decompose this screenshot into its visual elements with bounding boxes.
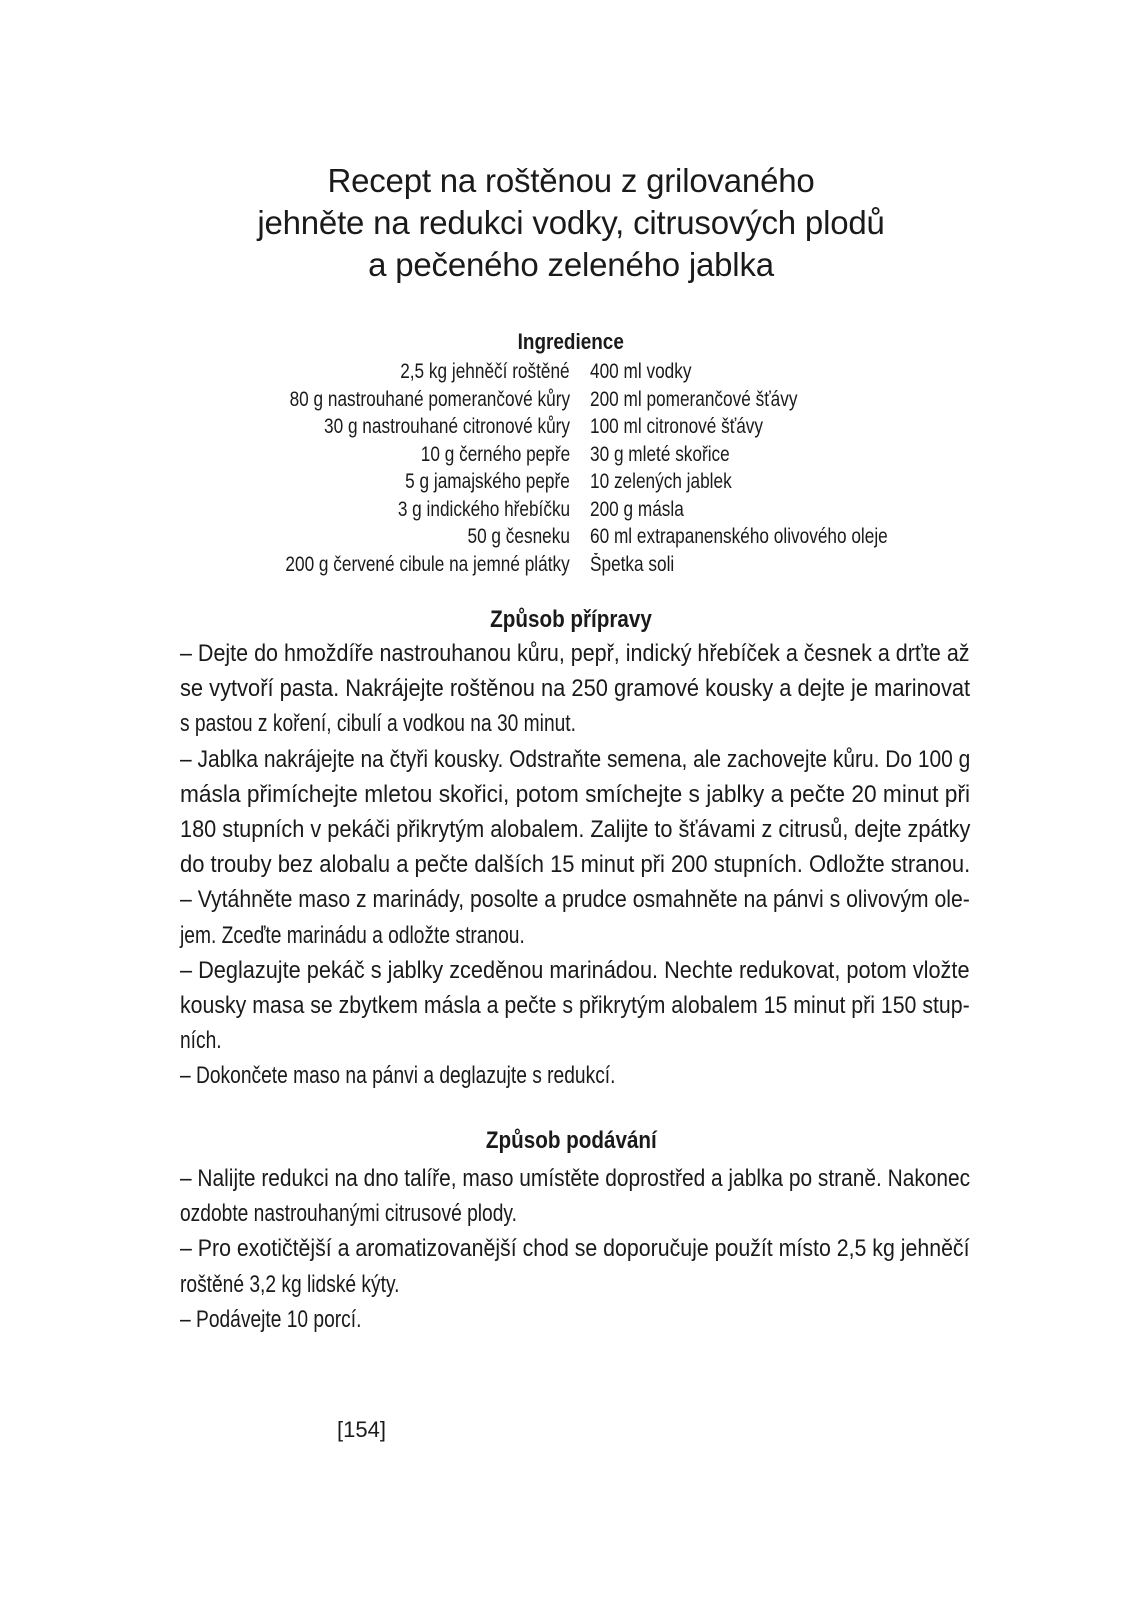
ingredient-row xyxy=(0,523,1142,551)
text-line: – Podávejte 10 porcí. xyxy=(180,1305,362,1333)
ingredients-table xyxy=(0,358,1142,578)
title-line: a pečeného zeleného jablka xyxy=(368,246,774,283)
text-line: – Jablka nakrájejte na čtyři kousky. Odstraňte semena, ale zachovejte kůru. Do 100 g xyxy=(180,745,971,773)
ingredient-right: 400 ml vodky xyxy=(590,360,692,383)
text-line: 180 stupních v pekáči přikrytým alobalem. Zalijte to šťávami z citrusů, dejte zpátky xyxy=(180,815,971,843)
ingredient-left: 50 g česneku xyxy=(467,525,570,548)
preparation-text xyxy=(180,636,970,1093)
ingredient-right: 200 ml pomerančové šťávy xyxy=(590,387,798,411)
ingredient-row xyxy=(0,496,1142,524)
recipe-title xyxy=(0,160,1142,286)
ingredient-right: Špetka soli xyxy=(590,552,675,576)
text-line: – Vytáhněte maso z marinády, posolte a prudce osmahněte na pánvi s olivovým ole- xyxy=(180,886,970,914)
serving-text xyxy=(180,1161,970,1337)
ingredient-left: 2,5 kg jehněčí roštěné xyxy=(400,360,570,383)
title-line: jehněte na redukci vodky, citrusových plodů xyxy=(257,204,885,241)
text-line: – Dokončete maso na pánvi a deglazujte s redukcí. xyxy=(180,1062,616,1090)
page-number: [154] xyxy=(337,1417,386,1442)
ingredient-row xyxy=(0,358,1142,386)
ingredients-heading: Ingredience xyxy=(517,329,625,354)
ingredient-row xyxy=(0,413,1142,441)
ingredient-right: 100 ml citronové šťávy xyxy=(590,415,763,438)
text-line: s pastou z koření, cibulí a vodkou na 30 minut. xyxy=(180,710,576,738)
text-line: – Deglazujte pekáč s jablky zceděnou marinádou. Nechte redukovat, potom vložte xyxy=(180,956,970,984)
ingredient-left: 80 g nastrouhané pomerančové kůry xyxy=(289,387,570,411)
ingredient-row xyxy=(0,468,1142,496)
ingredient-row xyxy=(0,386,1142,414)
ingredient-row xyxy=(0,441,1142,469)
ingredient-left: 5 g jamajského pepře xyxy=(405,470,570,493)
text-line: – Nalijte redukci na dno talíře, maso umístěte doprostřed a jablka po straně. Nakonec xyxy=(180,1165,971,1192)
ingredient-right: 30 g mleté skořice xyxy=(590,442,730,466)
ingredient-right: 60 ml extrapanenského olivového oleje xyxy=(590,525,888,548)
text-line: se vytvoří pasta. Nakrájejte roštěnou na 250 gramové kousky a dejte je marinovat xyxy=(180,675,971,703)
text-line: do trouby bez alobalu a pečte dalších 15 minut při 200 stupních. Odložte stranou. xyxy=(180,851,971,879)
text-line: ozdobte nastrouhanými citrusové plody. xyxy=(180,1200,517,1228)
ingredient-left: 10 g černého pepře xyxy=(420,442,570,466)
ingredient-right: 200 g másla xyxy=(590,497,684,521)
text-line: másla přimíchejte mletou skořici, potom smíchejte s jablky a pečte 20 minut při xyxy=(180,780,970,808)
text-line: jem. Zceďte marinádu a odložte stranou. xyxy=(180,921,525,949)
ingredient-left: 200 g červené cibule na jemné plátky xyxy=(285,552,570,576)
ingredient-right: 10 zelených jablek xyxy=(590,470,732,493)
ingredient-row xyxy=(0,551,1142,579)
ingredient-left: 3 g indického hřebíčku xyxy=(397,497,570,521)
text-line: kousky masa se zbytkem másla a pečte s přikrytým alobalem 15 minut při 150 stup- xyxy=(180,991,970,1019)
text-line: – Dejte do hmoždíře nastrouhanou kůru, pepř, indický hřebíček a česnek a drťte až xyxy=(180,640,970,667)
title-line: Recept na roštěnou z grilovaného xyxy=(327,162,815,199)
preparation-heading: Způsob přípravy xyxy=(490,606,652,633)
text-line: ních. xyxy=(180,1027,222,1055)
text-line: – Pro exotičtější a aromatizovanější chod se doporučuje použít místo 2,5 kg jehněčí xyxy=(180,1235,970,1263)
ingredient-left: 30 g nastrouhané citronové kůry xyxy=(323,415,570,438)
text-line: roštěné 3,2 kg lidské kýty. xyxy=(180,1270,400,1298)
serving-heading: Způsob podávání xyxy=(485,1127,657,1154)
